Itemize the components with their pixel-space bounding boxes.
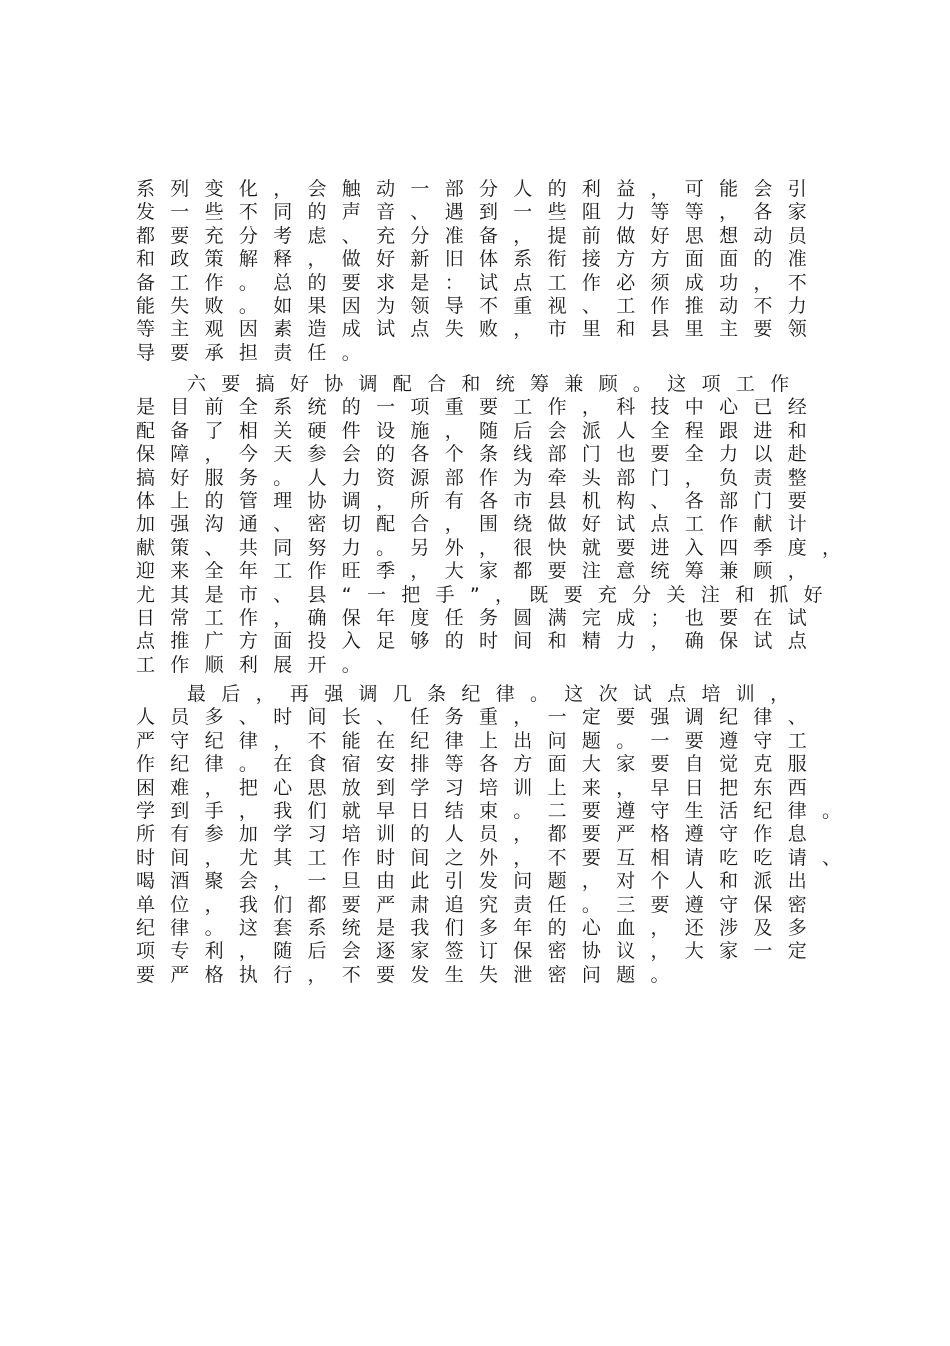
text-line [136,823,823,846]
text-line [136,513,823,536]
line-text: 作纪律。在食宿安排等各方面大家要自觉克服 [136,753,823,776]
line-text: 导要承担责任。 [136,341,377,364]
paragraph-3 [136,683,857,987]
text-line [136,536,857,560]
line-text: 等主观因素造成试点失败，市里和县里主要领 [136,318,823,341]
text-line [136,466,823,490]
line-text: 六要搞好协调配合和统筹兼顾。这项工作 [187,373,805,395]
text-line [136,178,823,201]
paragraph-1 [136,178,823,365]
text-line [136,630,823,653]
line-text: 迎来全年工作旺季，大家都要注意统筹兼顾， [136,560,823,583]
text-line [136,706,823,729]
text-line [136,870,823,893]
text-line [136,373,816,396]
line-text: 喝酒聚会，一旦由此引发问题，对个人和派出 [136,870,823,893]
text-line [136,224,823,248]
text-line [136,248,823,271]
text-line [136,776,823,800]
line-text: 要严格执行，不要发生失泄密问题。 [136,963,685,986]
text-line [136,342,816,365]
line-text: 发一些不同的声音、遇到一些阻力等等，各家 [136,201,823,224]
line-text: 日常工作，确保年度任务圆满完成；也要在试 [136,606,823,629]
line-text: 能失败。如果因为领导不重视、工作推动不力 [136,294,823,317]
line-text: 备工作。总的要求是：试点工作必须成功，不 [136,271,823,294]
line-text: 工作顺利展开。 [136,653,377,676]
line-text: 系列变化，会触动一部分人的利益，可能会引 [136,178,823,200]
text-line [136,654,816,677]
line-text: 献策、共同努力。另外，很快就要进入四季度， [136,536,857,559]
text-line [136,419,823,443]
line-text: 都要充分考虑、充分准备，提前做好思想动员 [136,224,823,247]
line-text: 项专利，随后会逐家签订保密协议，大家一定 [136,940,823,963]
line-text: 和政策解释，做好新旧体系衔接方方面面的准 [136,248,823,271]
line-text: 困难，把心思放到学习培训上来，早日把东西 [136,776,823,799]
text-line [136,753,823,776]
text-line [136,443,823,466]
text-line [136,799,857,823]
paragraph-2 [136,373,857,677]
text-line [136,560,823,583]
text-line [136,916,823,940]
line-text: 搞好服务。人力资源部作为牵头部门，负责整 [136,466,823,489]
line-text: 点推广方面投入足够的时间和精力，确保试点 [136,630,823,653]
text-line [136,729,823,753]
line-text: 学到手，我们就早日结束。二要遵守生活纪律。 [136,799,857,822]
line-text: 人员多、时间长、任务重，一定要强调纪律、 [136,706,823,729]
line-text: 是目前全系统的一项重要工作，科技中心已经 [136,396,823,419]
line-text: 配备了相关硬件设施，随后会派人全程跟进和 [136,419,823,442]
text-line [136,893,823,917]
text-line [136,201,823,224]
text-line [136,294,823,318]
line-text: 时间，尤其工作时间之外，不要互相请吃吃请、 [136,846,857,869]
line-text: 单位，我们都要严肃追究责任。三要遵守保密 [136,893,823,916]
line-text: 最后，再强调几条纪律。这次试点培训， [187,683,805,705]
text-line [136,318,823,341]
text-line [136,489,823,513]
line-text: 纪律。这套系统是我们多年的心血，还涉及多 [136,916,823,939]
line-text: 加强沟通、密切配合，围绕做好试点工作献计 [136,513,823,536]
line-text: 尤其是市、县“一把手”，既要充分关注和抓好 [136,583,838,606]
text-line [136,683,816,706]
line-text: 严守纪律，不能在纪律上出问题。一要遵守工 [136,729,823,752]
text-line [136,396,823,419]
text-line [136,940,823,963]
line-text: 所有参加学习培训的人员，都要严格遵守作息 [136,823,823,846]
text-line [136,964,816,987]
text-line [136,583,838,607]
text-line [136,846,857,870]
line-text: 保障，今天参会的各个条线部门也要全力以赴 [136,443,823,466]
text-line [136,606,823,630]
line-text: 体上的管理协调，所有各市县机构、各部门要 [136,489,823,512]
text-line [136,271,823,295]
